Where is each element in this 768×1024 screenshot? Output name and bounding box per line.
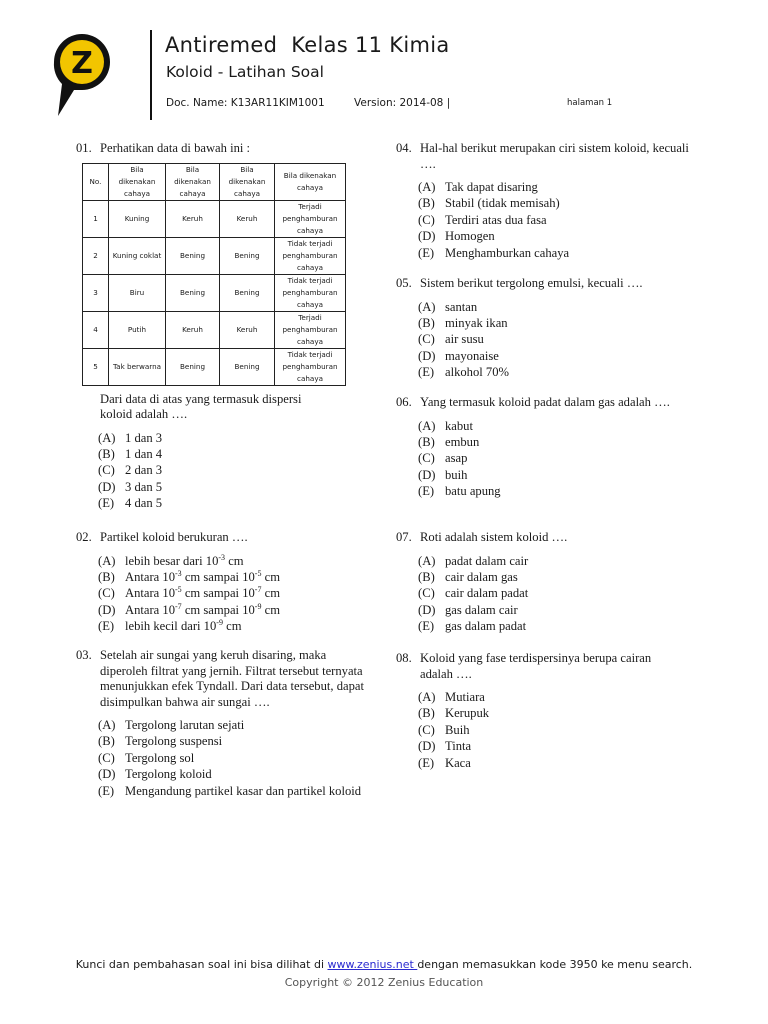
- table-header: Bila dikenakan cahaya: [220, 163, 275, 200]
- table-header-row: [83, 163, 346, 200]
- page-number: halaman 1: [567, 98, 613, 108]
- table-row: [83, 311, 346, 348]
- question-07: [396, 530, 696, 635]
- svg-text:Z: Z: [71, 46, 93, 81]
- option-label: (B): [98, 569, 115, 584]
- option-a[interactable]: [418, 179, 696, 195]
- option-d[interactable]: [98, 479, 366, 495]
- option-text: mayonaise: [445, 348, 499, 363]
- options-list: [98, 430, 366, 512]
- option-e[interactable]: [418, 618, 696, 634]
- options-list: [418, 689, 696, 771]
- option-text: batu apung: [445, 484, 501, 499]
- option-text: Kerupuk: [445, 706, 490, 721]
- question-08: [396, 651, 696, 771]
- option-text: Terdiri atas dua fasa: [445, 212, 547, 227]
- option-label: (A): [98, 430, 116, 445]
- question-text: Partikel koloid berukuran ….: [100, 530, 248, 544]
- question-followup: Dari data di atas yang termasuk dispersi koloid adalah ….: [100, 391, 302, 421]
- option-text: Mutiara: [445, 690, 485, 704]
- option-text: Tergolong suspensi: [125, 734, 223, 749]
- option-e[interactable]: [98, 783, 366, 799]
- question-01: [76, 141, 366, 512]
- option-text: santan: [445, 299, 478, 314]
- question-number: 06.: [396, 395, 412, 409]
- option-label: (C): [418, 722, 435, 737]
- option-b[interactable]: [98, 733, 366, 749]
- question-number: 03.: [76, 648, 92, 662]
- option-label: (B): [418, 706, 435, 721]
- table-cell: Kuning: [109, 200, 166, 237]
- doc-version: Version: 2014-08 |: [354, 97, 451, 109]
- option-label: (E): [418, 755, 435, 770]
- option-e[interactable]: [98, 495, 366, 511]
- options-list: [98, 717, 366, 799]
- doc-name: Doc. Name: K13AR11KIM1001: [166, 97, 325, 109]
- option-label: (C): [98, 750, 115, 765]
- option-text: Tak dapat disaring: [445, 180, 538, 194]
- table-cell: Tidak terjadi penghamburan cahaya: [275, 274, 346, 311]
- option-b[interactable]: [98, 569, 366, 585]
- table-cell: Bening: [220, 237, 275, 274]
- option-label: (A): [418, 299, 436, 314]
- option-text: 3 dan 5: [125, 479, 163, 494]
- option-text: Tinta: [445, 739, 472, 754]
- option-c[interactable]: [418, 212, 696, 228]
- option-b[interactable]: [418, 705, 696, 721]
- option-text: padat dalam cair: [445, 553, 529, 568]
- options-list: [418, 553, 696, 635]
- option-text: cair dalam gas: [445, 569, 518, 584]
- footer-text-post: dengan memasukkan kode 3950 ke menu search.: [417, 958, 693, 971]
- option-text: Antara $10^{-3}$ cm sampai $10^{-5}$ cm: [125, 568, 281, 584]
- option-d[interactable]: [418, 228, 696, 244]
- option-text: alkohol 70%: [445, 365, 510, 380]
- option-text: 4 dan 5: [125, 496, 163, 511]
- table-cell: Putih: [109, 311, 166, 348]
- page-title: Antiremed Kelas 11 Kimia: [165, 33, 450, 57]
- table-cell: Keruh: [166, 311, 220, 348]
- question-text: Koloid yang fase terdispersinya berupa cairan adalah ….: [420, 651, 652, 681]
- table-cell: Bening: [166, 237, 220, 274]
- option-b[interactable]: [418, 195, 696, 211]
- option-label: (C): [418, 451, 435, 466]
- option-label: (A): [418, 553, 436, 568]
- question-text: Hal-hal berikut merupakan ciri sistem koloid, kecuali ….: [420, 141, 689, 171]
- option-label: (D): [418, 739, 436, 754]
- zenius-link[interactable]: www.zenius.net: [327, 958, 418, 971]
- table-cell: 4: [83, 311, 109, 348]
- option-text: lebih kecil dari $10^{-9}$ cm: [125, 617, 242, 634]
- option-b[interactable]: [418, 434, 696, 450]
- table-header: Bila dikenakan cahaya: [166, 163, 220, 200]
- table-cell: Biru: [109, 274, 166, 311]
- option-text: air susu: [445, 332, 484, 347]
- table-cell: Tidak terjadi penghamburan cahaya: [275, 348, 346, 385]
- table-cell: Keruh: [166, 200, 220, 237]
- option-a[interactable]: [98, 553, 366, 569]
- option-c[interactable]: [418, 450, 696, 466]
- table-cell: Tidak terjadi penghamburan cahaya: [275, 237, 346, 274]
- table-row: [83, 274, 346, 311]
- table-header: Bila dikenakan cahaya: [109, 163, 166, 200]
- question-number: 01.: [76, 141, 92, 155]
- question-number: 07.: [396, 530, 412, 544]
- option-label: (E): [418, 619, 435, 634]
- option-e[interactable]: [418, 483, 696, 499]
- option-label: (D): [418, 348, 436, 363]
- table-cell: 2: [83, 237, 109, 274]
- option-text: 1 dan 4: [125, 446, 163, 461]
- option-d[interactable]: [418, 467, 696, 483]
- option-text: Mengandung partikel kasar dan partikel koloid: [125, 783, 362, 798]
- option-text: cair dalam padat: [445, 586, 529, 601]
- question-text: Perhatikan data di bawah ini :: [100, 141, 251, 155]
- table-cell: Bening: [166, 348, 220, 385]
- options-list: [418, 299, 696, 381]
- table-cell: Bening: [220, 274, 275, 311]
- table-cell: Tak berwarna: [109, 348, 166, 385]
- option-text: 1 dan 3: [125, 430, 163, 445]
- zenius-logo: [52, 32, 112, 120]
- option-text: kabut: [445, 418, 473, 433]
- option-text: lebih besar dari $10^{-3}$ cm: [125, 552, 244, 568]
- option-c[interactable]: [98, 750, 366, 766]
- table-row: [83, 200, 346, 237]
- option-label: (D): [98, 767, 116, 782]
- option-label: (D): [418, 467, 436, 482]
- option-label: (C): [98, 586, 115, 601]
- option-c[interactable]: [418, 331, 696, 347]
- option-label: (E): [418, 365, 435, 380]
- table-cell: Terjadi penghamburan cahaya: [275, 311, 346, 348]
- data-table: [82, 163, 346, 386]
- option-text: Kaca: [445, 755, 471, 770]
- table-cell: Bening: [220, 348, 275, 385]
- options-list: [418, 179, 696, 261]
- option-label: (B): [98, 734, 115, 749]
- option-c[interactable]: [418, 722, 696, 738]
- question-number: 08.: [396, 651, 412, 665]
- option-e[interactable]: [418, 364, 696, 380]
- question-number: 05.: [396, 276, 412, 290]
- option-a[interactable]: [418, 553, 696, 569]
- option-label: (B): [418, 434, 435, 449]
- option-a[interactable]: [98, 717, 366, 733]
- option-a[interactable]: [418, 418, 696, 434]
- option-label: (E): [98, 619, 115, 634]
- option-text: asap: [445, 451, 468, 466]
- question-text: Yang termasuk koloid padat dalam gas adalah ….: [420, 395, 670, 409]
- option-label: (B): [418, 569, 435, 584]
- table-cell: 5: [83, 348, 109, 385]
- option-label: (A): [418, 418, 436, 433]
- option-label: (C): [418, 332, 435, 347]
- option-d[interactable]: [418, 738, 696, 754]
- option-label: (E): [418, 484, 435, 499]
- option-label: (E): [98, 496, 115, 511]
- option-text: Stabil (tidak memisah): [445, 196, 560, 211]
- option-label: (E): [98, 783, 115, 798]
- option-label: (B): [98, 446, 115, 461]
- option-label: (D): [98, 479, 116, 494]
- question-05: [396, 276, 696, 381]
- question-text: Setelah air sungai yang keruh disaring, maka diperoleh filtrat yang jernih. Filtrat tersebut ternyata menunjukkan efek Tyndall. Dari data tersebut, dapat disimpulkan bahwa air sungai ….: [100, 648, 364, 709]
- question-text: Sistem berikut tergolong emulsi, kecuali ….: [420, 276, 643, 290]
- option-label: (E): [418, 245, 435, 260]
- option-text: 2 dan 3: [125, 463, 163, 478]
- option-label: (C): [98, 463, 115, 478]
- option-c[interactable]: [98, 462, 366, 478]
- page-subtitle: Koloid - Latihan Soal: [166, 63, 324, 81]
- option-b[interactable]: [418, 569, 696, 585]
- option-label: (D): [418, 602, 436, 617]
- option-label: (C): [418, 586, 435, 601]
- option-a[interactable]: [418, 689, 696, 705]
- option-a[interactable]: [418, 299, 696, 315]
- question-02: [76, 530, 366, 635]
- option-e[interactable]: [418, 755, 696, 771]
- header-divider: [150, 30, 152, 120]
- option-label: (B): [418, 196, 435, 211]
- table-header: Bila dikenakan cahaya: [275, 163, 346, 200]
- option-label: (A): [418, 180, 436, 194]
- option-a[interactable]: [98, 430, 366, 446]
- option-text: Menghamburkan cahaya: [445, 245, 570, 260]
- footer-note: [0, 958, 768, 971]
- options-list: [418, 418, 696, 500]
- option-e[interactable]: [98, 618, 366, 634]
- option-text: gas dalam cair: [445, 602, 518, 617]
- table-cell: Kuning coklat: [109, 237, 166, 274]
- copyright: Copyright © 2012 Zenius Education: [284, 976, 484, 989]
- question-04: [396, 141, 696, 261]
- option-c[interactable]: [418, 585, 696, 601]
- option-text: Tergolong larutan sejati: [125, 718, 245, 732]
- option-b[interactable]: [418, 315, 696, 331]
- table-cell: Keruh: [220, 311, 275, 348]
- question-06: [396, 395, 696, 500]
- option-text: buih: [445, 467, 468, 482]
- option-text: gas dalam padat: [445, 619, 527, 634]
- option-text: Buih: [445, 722, 470, 737]
- option-label: (B): [418, 315, 435, 330]
- option-d[interactable]: [418, 348, 696, 364]
- option-b[interactable]: [98, 446, 366, 462]
- option-text: embun: [445, 434, 480, 449]
- option-text: Tergolong koloid: [125, 767, 212, 782]
- option-label: (A): [418, 690, 436, 704]
- option-text: Antara $10^{-5}$ cm sampai $10^{-7}$ cm: [125, 585, 281, 601]
- option-c[interactable]: [98, 585, 366, 601]
- table-cell: 1: [83, 200, 109, 237]
- table-cell: Keruh: [220, 200, 275, 237]
- table-row: [83, 237, 346, 274]
- option-e[interactable]: [418, 245, 696, 261]
- option-text: minyak ikan: [445, 315, 508, 330]
- option-label: (A): [98, 718, 116, 732]
- question-03: [76, 648, 366, 799]
- table-header: No.: [83, 163, 109, 200]
- question-number: 02.: [76, 530, 92, 544]
- table-cell: Bening: [166, 274, 220, 311]
- footer-text-pre: Kunci dan pembahasan soal ini bisa dilihat di: [75, 958, 328, 971]
- option-d[interactable]: [418, 602, 696, 618]
- option-label: (D): [98, 602, 116, 617]
- option-text: Antara $10^{-7}$ cm sampai $10^{-9}$ cm: [125, 601, 281, 617]
- options-list: [98, 553, 366, 635]
- table-cell: Terjadi penghamburan cahaya: [275, 200, 346, 237]
- option-d[interactable]: [98, 766, 366, 782]
- option-d[interactable]: [98, 602, 366, 618]
- option-text: Homogen: [445, 229, 495, 244]
- option-label: (C): [418, 212, 435, 227]
- option-label: (A): [98, 553, 116, 568]
- question-text: Roti adalah sistem koloid ….: [420, 530, 568, 544]
- question-number: 04.: [396, 141, 412, 155]
- option-label: (D): [418, 229, 436, 244]
- table-row: [83, 348, 346, 385]
- option-text: Tergolong sol: [125, 750, 195, 765]
- table-cell: 3: [83, 274, 109, 311]
